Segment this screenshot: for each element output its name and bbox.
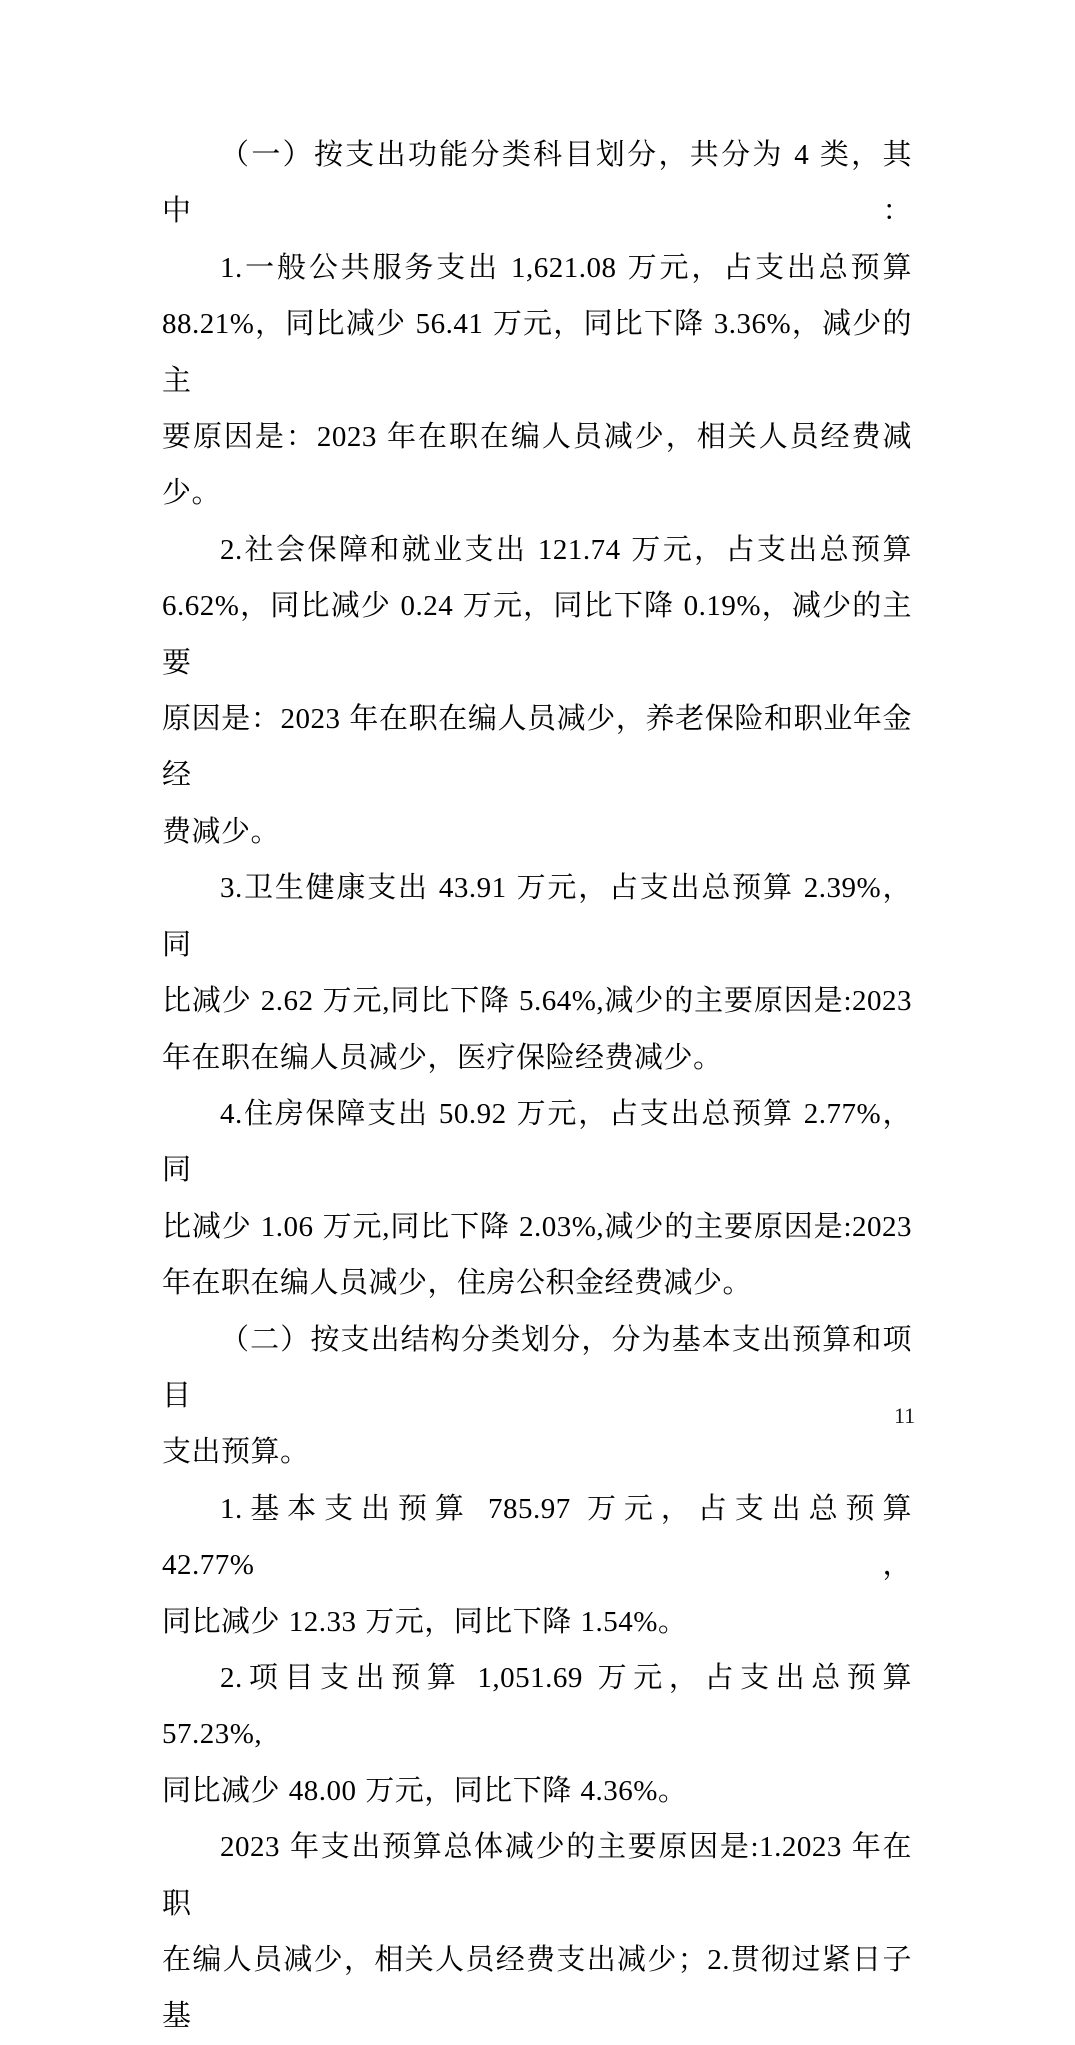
page-number: 11: [894, 1403, 916, 1428]
text-line: 2023 年支出预算总体减少的主要原因是:1.2023 年在职: [162, 1831, 912, 1920]
text-line: 原因是：2023 年在职在编人员减少，养老保险和职业年金经: [162, 703, 912, 792]
text-line: 年在职在编人员减少，住房公积金经费减少。: [162, 1267, 753, 1300]
text-line: 6.62%，同比减少 0.24 万元，同比下降 0.19%，减少的主要: [162, 590, 912, 679]
text-line: 支出预算。: [162, 1436, 310, 1469]
text-line: 比减少 1.06 万元,同比下降 2.03%,减少的主要原因是:2023: [162, 1210, 912, 1243]
text-line: 3.卫生健康支出 43.91 万元，占支出总预算 2.39%，同: [162, 872, 912, 961]
text-line: 4.住房保障支出 50.92 万元，占支出总预算 2.77%，同: [162, 1097, 912, 1187]
text-line: 1.基本支出预算 785.97 万元，占支出总预算 42.77%，: [162, 1492, 912, 1582]
text-line: 2.项目支出预算 1,051.69 万元，占支出总预算 57.23%,: [162, 1661, 912, 1751]
text-line: 1.一般公共服务支出 1,621.08 万元，占支出总预算: [220, 251, 912, 284]
text-line: 2.社会保障和就业支出 121.74 万元，占支出总预算: [220, 533, 912, 566]
text-line: 同比减少 48.00 万元，同比下降 4.36%。: [162, 1774, 688, 1807]
text-line: 年在职在编人员减少，医疗保险经费减少。: [162, 1041, 723, 1074]
text-line: 费减少。: [162, 815, 281, 848]
document-body: [162, 127, 912, 2045]
text-line: （一）按支出功能分类科目划分，共分为 4 类，其中：: [162, 139, 912, 228]
text-line: 同比减少 12.33 万元，同比下降 1.54%。: [162, 1605, 688, 1638]
text-line: （二）按支出结构分类划分，分为基本支出预算和项目: [162, 1323, 912, 1412]
text-line: 比减少 2.62 万元,同比下降 5.64%,减少的主要原因是:2023: [162, 985, 912, 1018]
text-line: 88.21%，同比减少 56.41 万元，同比下降 3.36%，减少的主: [162, 308, 912, 397]
text-line: 要原因是：2023 年在职在编人员减少，相关人员经费减少。: [162, 421, 912, 510]
text-line: 在编人员减少，相关人员经费支出减少；2.贯彻过紧日子基: [162, 1944, 912, 2033]
